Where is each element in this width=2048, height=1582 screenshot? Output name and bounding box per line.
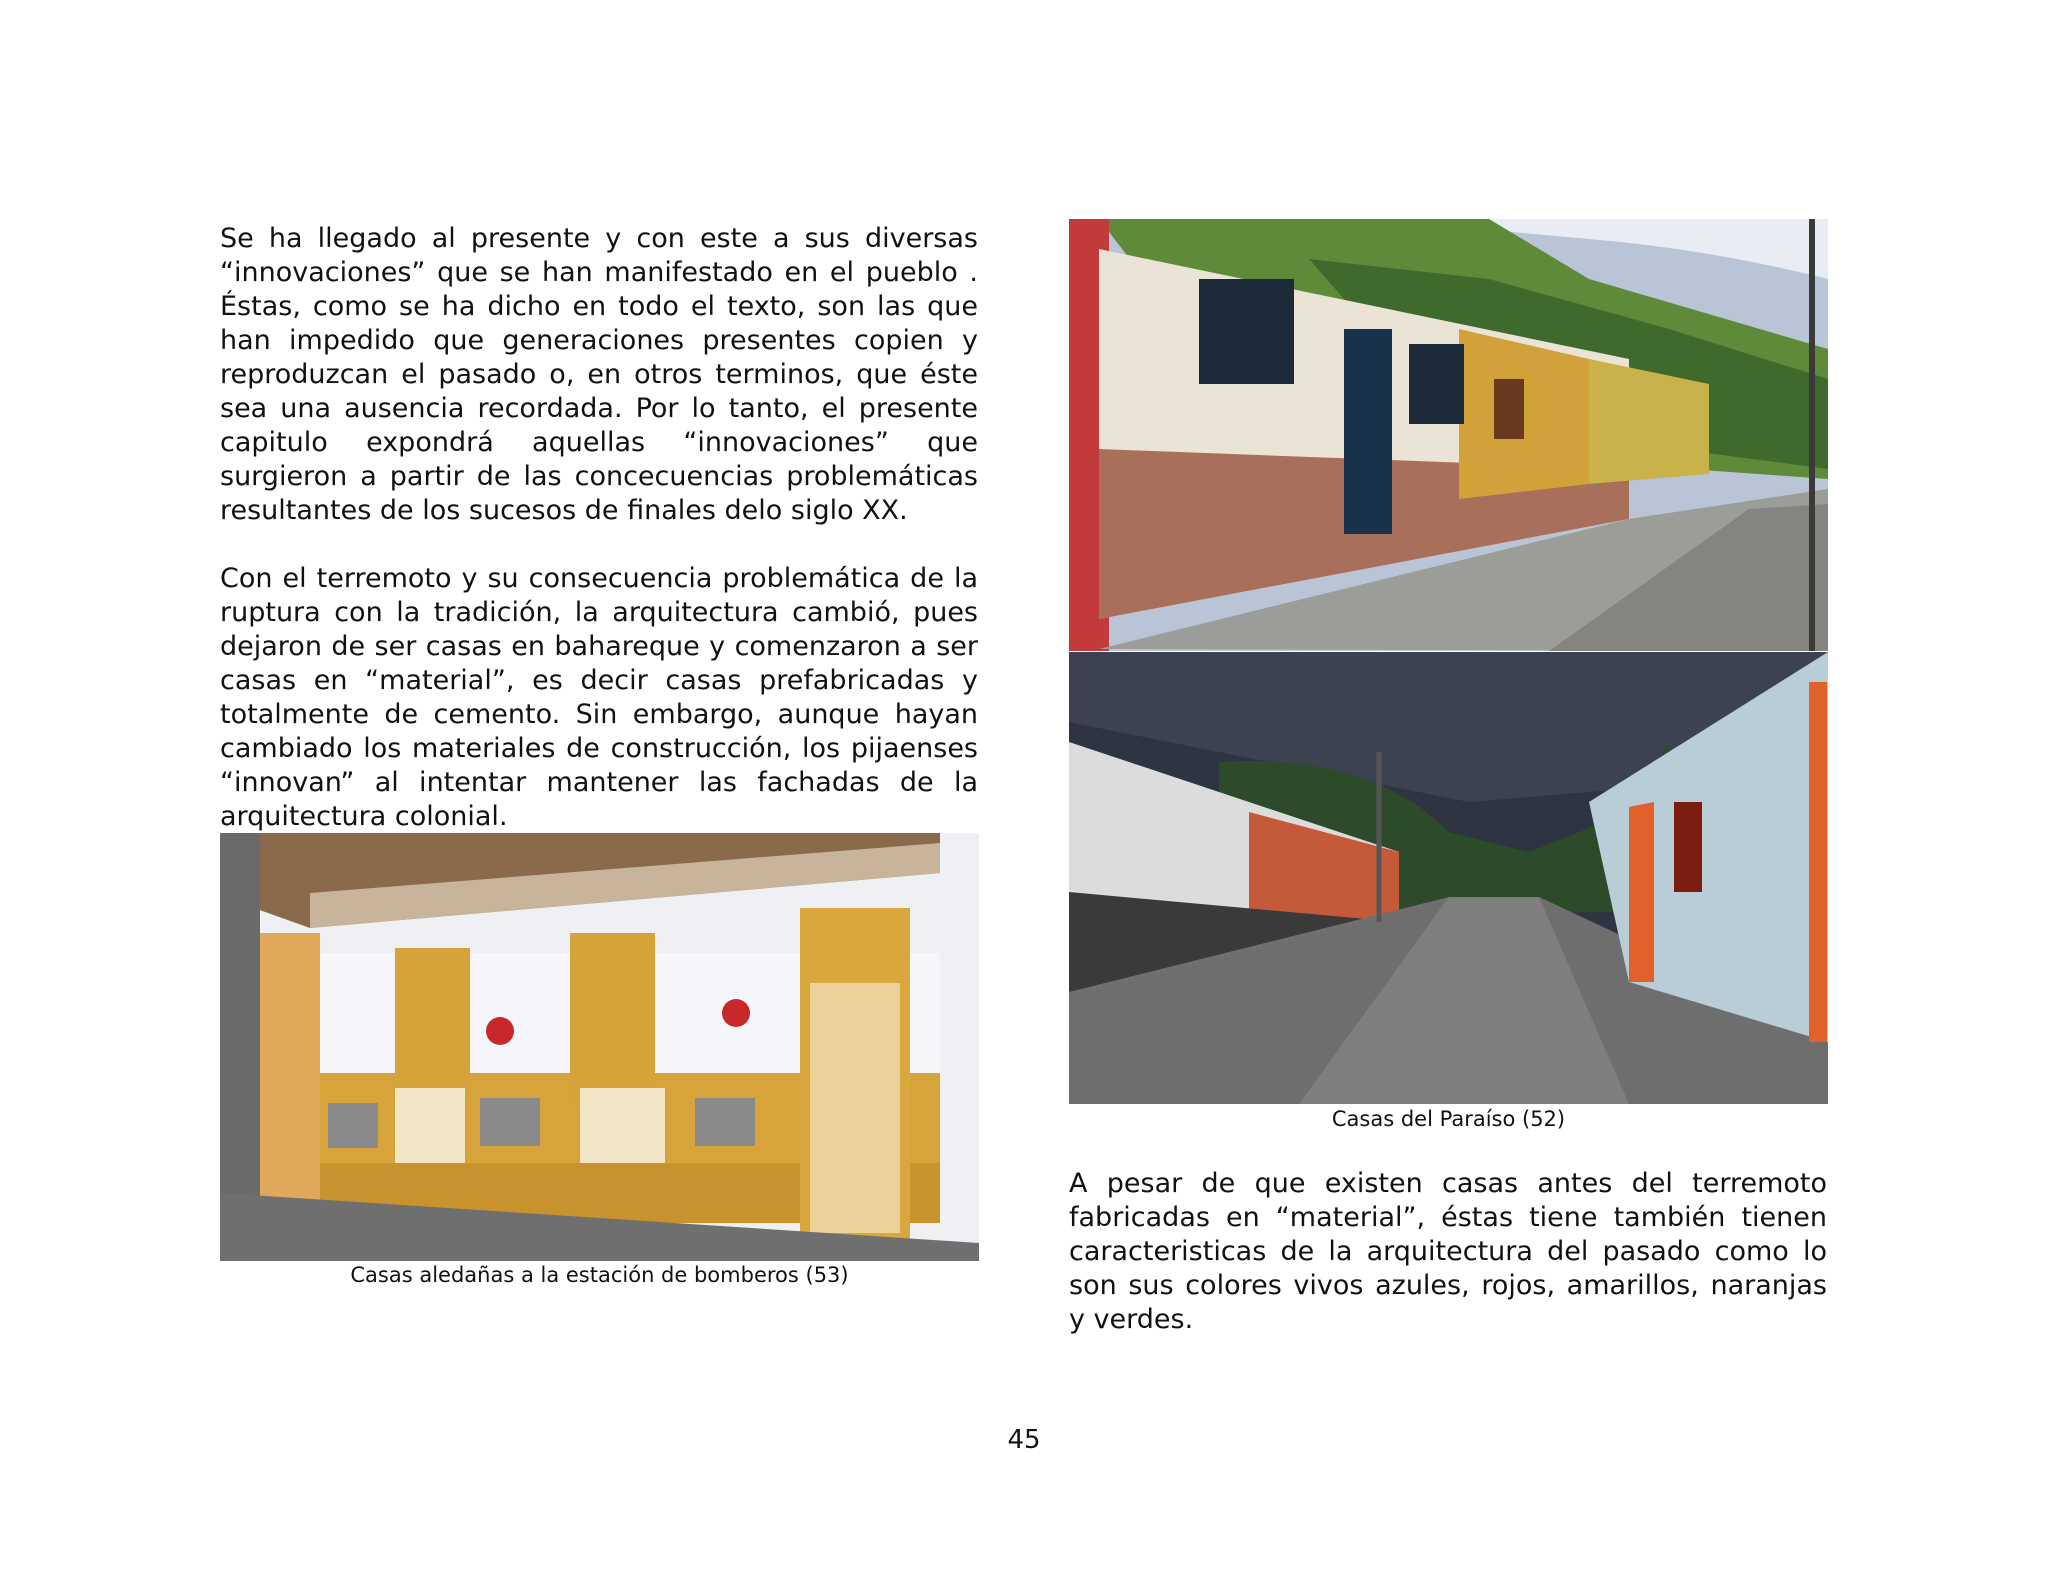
photo-casas-bomberos-facade bbox=[220, 833, 979, 1261]
caption-casas-paraiso: Casas del Paraíso (52) bbox=[1331, 1107, 1566, 1131]
paragraph-terremoto: Con el terremoto y su consecuencia problemática de la ruptura con la tradición, la arquitectura cambió, pues dejaron de ser casas en bahareque y comenzaron a ser casas en “material”, es decir casas prefabricadas y totalmente de cemento. Sin embargo, aunque hayan cambiado los materiales de construcción, los pijaenses “innovan” al intentar mantener las fachadas de la arquitectura colonial. bbox=[220, 563, 978, 832]
photo-casas-paraiso-road bbox=[1069, 652, 1828, 1104]
caption-casas-bomberos: Casas aledañas a la estación de bomberos (53) bbox=[350, 1263, 849, 1287]
paragraph-material: A pesar de que existen casas antes del terremoto fabricadas en “material”, éstas tiene también tienen caracteristicas de la arquitectura del pasado como lo son sus colores vivos azules, rojos, amarillos, naranjas y verdes. bbox=[1069, 1168, 1827, 1335]
photo-casas-paraiso-street bbox=[1069, 219, 1828, 651]
paragraph-innovaciones: Se ha llegado al presente y con este a sus diversas “innovaciones” que se han manifestado en el pueblo . Éstas, como se ha dicho en todo el texto, son las que han impedido que generaciones presentes copien y reproduzcan el pasado o, en otros terminos, que éste sea una ausencia recordada. Por lo tanto, el presente capitulo expondrá aquellas “innovaciones” que surgieron a partir de las concecuencias problemáticas resultantes de los sucesos de finales delo siglo XX. bbox=[220, 223, 978, 526]
page-number: 45 bbox=[1007, 1425, 1041, 1455]
